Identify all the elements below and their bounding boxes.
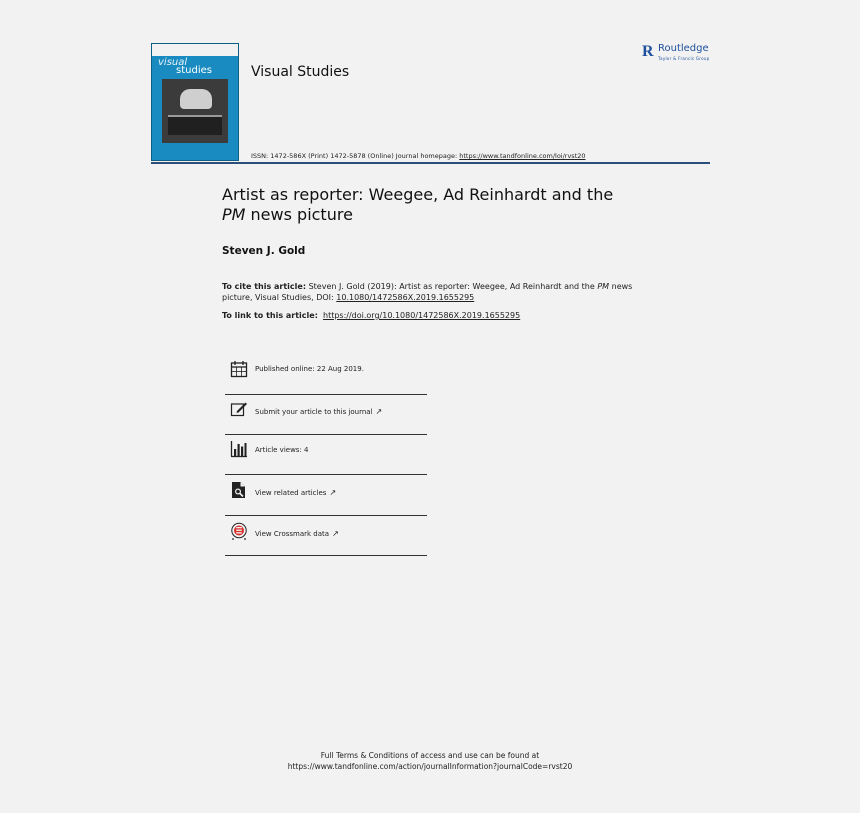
journal-title: Visual Studies [251,64,350,80]
doi-link[interactable]: 10.1080/1472586X.2019.1655295 [336,293,475,302]
crossmark-link[interactable] [225,518,427,558]
published-online-row [225,355,427,395]
row-divider [225,515,427,516]
publisher-tagline: Taylor & Francis Group [658,56,710,61]
related-articles-text: View related articles [255,489,327,497]
row-divider [225,434,427,435]
publisher-name: Routledge [658,43,709,54]
footer-terms-text: Full Terms & Conditions of access and use can be found at [320,751,540,760]
calendar-icon [230,360,248,378]
row-divider [225,555,427,556]
citation-label: To cite this article: [222,282,307,291]
bar-chart-icon [230,440,248,458]
article-views-text: Article views: 4 [255,446,309,454]
journal-cover-image [151,43,239,161]
submit-article-text: Submit your article to this journal [255,408,373,416]
issn-text: ISSN: 1472-586X (Print) 1472-5878 (Online) Journal homepage: [251,152,460,160]
author-name: Steven J. Gold [222,245,306,257]
citation-block: To cite this article: Steven J. Gold (2019): Artist as reporter: Weegee, Ad Reinhardt and the PM news picture, Visual Studies, DOI: 10.1080/1472586X.2019.1655295 [222,282,633,302]
link-label: To link to this article: [222,311,318,320]
external-link-icon: ↗ [375,407,383,416]
related-articles-link[interactable] [225,478,427,518]
crossmark-text: View Crossmark data [255,530,330,538]
external-link-icon: ↗ [329,488,337,497]
publisher-logo [640,43,712,65]
crossmark-icon [230,522,248,540]
submit-article-link[interactable] [225,397,427,437]
article-views-row [225,437,427,477]
footer-terms-url[interactable]: https://www.tandfonline.com/action/journalInformation?journalCode=rvst20 [287,762,573,771]
article-url-link[interactable]: https://doi.org/10.1080/1472586X.2019.1655295 [323,311,521,320]
cover-photo [162,79,228,143]
published-online-text: Published online: 22 Aug 2019. [255,365,364,373]
row-divider [225,394,427,395]
journal-homepage-link[interactable]: https://www.tandfonline.com/loi/rvst20 [459,152,586,160]
cover-title-line2: studies [176,65,212,76]
external-link-icon: ↗ [332,529,339,538]
article-link-block [222,311,520,320]
row-divider [225,474,427,475]
cover-title-line1: visual [158,57,188,68]
routledge-r-icon: R [642,43,654,60]
edit-icon [230,400,248,418]
document-search-icon [230,481,248,499]
footer-terms [0,750,860,772]
issn-line [251,152,586,160]
article-title: Artist as reporter: Weegee, Ad Reinhardt and the PM news picture [222,185,614,224]
header-divider [151,162,710,164]
